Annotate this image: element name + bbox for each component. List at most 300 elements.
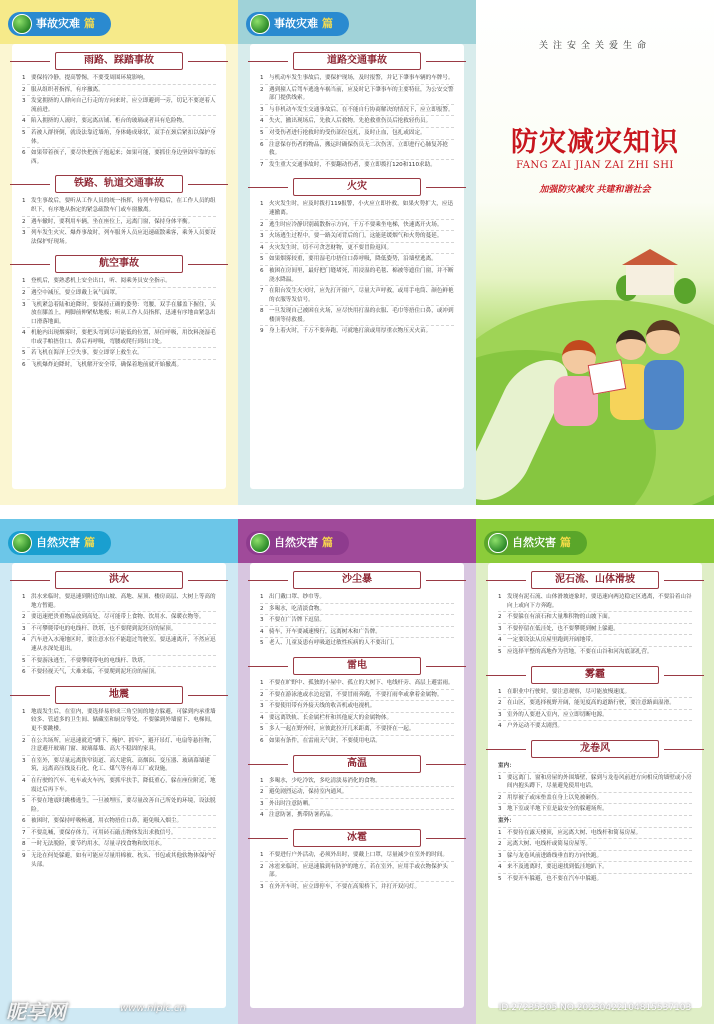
section-title: 沙尘暴	[293, 571, 421, 589]
tip-number: 2	[22, 289, 26, 296]
tip-text: 如果有条件，在雷雨天气时，不要使用电话。	[269, 737, 381, 744]
cover-title: 防灾减灾知识	[511, 127, 679, 158]
tip-text: 不要停留在低洼处，也不要攀爬到树上躲避。	[507, 625, 619, 632]
tips-list	[250, 593, 464, 649]
tip-text: 发生事故后，要听从工作人员的统一指挥，待列车停稳后，在工作人员的组织下，有序地从指定的紧急疏散车门或车窗撤离。	[31, 198, 216, 213]
tip-item	[498, 625, 692, 636]
content-card	[12, 44, 226, 489]
tip-item	[22, 197, 216, 216]
tip-number: 4	[498, 723, 502, 730]
tip-text: 遇车辙时，要利用车辆，坐在座位上，远离门窗，保持身体平衡。	[31, 218, 194, 225]
section-title: 地震	[55, 686, 183, 704]
tip-item	[22, 74, 216, 85]
tip-item	[22, 329, 216, 348]
tip-item	[260, 221, 454, 232]
tip-number: 2	[260, 691, 264, 698]
tip-text: 要远离门、窗和房屋的外围墙壁，躲到与龙卷风前进方向相反的墙壁或小房间内抱头蹲下，尽量避免使用电话。	[507, 774, 692, 790]
tips-list	[250, 200, 464, 337]
section-title: 雷电	[293, 657, 421, 675]
tip-item	[22, 117, 216, 128]
tip-text: 机舱内出现烟雾时，要把头弯到尽可能低的位置，屏住呼吸，用饮料浇湿毛巾或手帕捂住口、鼻后再呼吸，弯腰或爬行到出口处。	[31, 330, 216, 345]
tip-text: 骑车，开车要减速慢行，远离树木和广告牌。	[269, 628, 381, 635]
tip-number: 4	[498, 637, 502, 644]
tip-item	[22, 708, 216, 736]
tip-text: 飞机爆炸迫降时，飞机解开安全带，确保着地前就开始撤离。	[31, 362, 183, 369]
tip-item	[22, 668, 216, 678]
tip-text: 与非机动车发生交通事故后，在不能自行协商解决的情况下，应立即报警。	[269, 106, 454, 113]
tip-number: 1	[260, 679, 264, 686]
tip-text: 应选择平整的高地作为营地，不要在山谷和河沟底部扎营。	[507, 648, 653, 655]
tip-number: 2	[498, 700, 502, 707]
tip-text: 要远离铁轨、长金属栏杆和其他庞大的金属物体。	[269, 714, 393, 721]
tip-number: 3	[22, 757, 26, 764]
tip-number: 3	[22, 230, 26, 237]
tip-text: 不要开车躲避，也不要在汽车中躲避。	[507, 875, 603, 882]
tips-list	[488, 762, 702, 885]
tip-item	[498, 613, 692, 624]
tip-number: 2	[22, 614, 26, 621]
cover-slogan: 关注安全关爱生命	[538, 41, 651, 51]
tip-number: 8	[260, 308, 264, 315]
tip-text: 不要在广告牌下逗留。	[269, 617, 325, 624]
tip-item	[260, 851, 454, 862]
tip-text: 一旦发现自己被困在火场，应尽快用打湿的衣服、毛巾等捂住口鼻，或冲到楼顶等待救援。	[269, 308, 454, 323]
tip-item	[22, 86, 216, 97]
tip-item	[22, 229, 216, 247]
tip-text: 如果烟雾较重，要用湿毛巾捂住口鼻呼吸，降低姿势，沿墙壁逃离。	[269, 256, 437, 263]
section-title: 高温	[293, 755, 421, 773]
tip-number: 5	[260, 256, 264, 263]
tip-item	[260, 605, 454, 616]
tip-number: 3	[260, 883, 264, 890]
tip-number: 3	[498, 711, 502, 718]
tip-number: 4	[260, 812, 264, 819]
tip-text: 不要在地震时跳楼逃生，一旦被埋压，要尽量改善自己所处的环境，设法脱险。	[31, 798, 216, 813]
tip-text: 火灾发生时，切不可贪恋财物，更不要冒险返回。	[269, 244, 393, 251]
tip-item	[22, 349, 216, 360]
tip-item	[498, 593, 692, 612]
tip-text: 如果带着孩子，要尽快把孩子抱起来；如果可能，要抓住身边坚固牢靠的东西。	[31, 150, 216, 165]
tip-item	[260, 628, 454, 639]
tip-item	[260, 117, 454, 128]
tip-number: 2	[22, 86, 26, 93]
tip-text: 被困时，要保持呼吸畅通，用衣物捂住口鼻，避免吸入烟尘。	[31, 818, 183, 825]
tip-text: 不要进行户外活动，必须外出时，要戴上口罩，尽量减少在室外的时间。	[269, 851, 449, 858]
tip-text: 发觉拥挤的人群向自己行走的方向来时，应立即避到一旁，切记不要逆着人流前进。	[31, 98, 216, 113]
content-card	[250, 44, 464, 489]
tip-item	[260, 161, 454, 171]
tip-item	[260, 616, 454, 627]
tip-text: 一时无法脱险，要节约用水，尽量寻找食物和饮用水。	[31, 841, 166, 848]
tip-text: 冰雹来临时，应迅速躲到有防护的地方，若在室外，应用手或衣物保护头部。	[269, 863, 449, 879]
tip-item	[22, 757, 216, 776]
tip-number: 4	[260, 244, 264, 251]
tip-item	[22, 797, 216, 816]
section-title: 铁路、轨道交通事故	[55, 175, 183, 193]
tip-item	[260, 106, 454, 117]
tip-item	[22, 777, 216, 796]
tip-text: 无论在何处躲避，如有可能应尽量用棉被、枕头、书包或其他软物体保护好头部。	[31, 853, 216, 868]
tip-item	[22, 129, 216, 148]
tip-number: 6	[22, 150, 26, 157]
section-title: 雨路、踩踏事故	[55, 52, 183, 70]
tip-item	[260, 679, 454, 690]
tip-text: 用厚被子或床垫盖在身上以免被砸伤。	[507, 794, 603, 801]
tip-number: 6	[22, 818, 26, 825]
tree-illustration	[674, 278, 696, 304]
tip-number: 3	[260, 106, 264, 113]
tip-number: 1	[260, 851, 264, 858]
tip-item	[260, 777, 454, 788]
tip-text: 不要躲在有滚石和大量堆积物的山坡下面。	[507, 614, 614, 621]
tip-text: 在山区，要选择视野开阔，能见度高的道路行驶，要注意路面湿滑。	[507, 700, 675, 707]
tip-text: 不要轻视天气，大难来临，不要爬到泥坯房的屋顶。	[31, 669, 160, 676]
tip-number: 5	[22, 350, 26, 357]
tip-number: 4	[260, 118, 264, 125]
tip-item	[260, 74, 454, 85]
tip-text: 室内：	[498, 762, 515, 769]
panel-accident-1	[0, 0, 238, 505]
tip-number: 1	[22, 198, 26, 205]
tip-item	[260, 811, 454, 821]
tip-number: 5	[498, 875, 502, 882]
tip-number: 1	[498, 829, 502, 836]
tip-number: 6	[22, 669, 26, 676]
tip-text: 汽车进入水淹地区时，要注意水位不能超过驾驶室，要迅速离开，不然应迅速从水深处退出。	[31, 637, 216, 652]
tip-item	[260, 255, 454, 266]
tip-text: 飞机紧急着陆和迫降时，要保持正确的姿势：弯腰，双手在膝盖下握住，头放在膝盖上，两脚前伸紧贴地板；听从工作人员指挥，迅速有序地由紧急出口滑落地面。	[31, 301, 216, 325]
tip-text: 服从组织者指挥，有序撤离。	[31, 86, 104, 93]
tips-list	[12, 74, 226, 167]
tip-number: 1	[22, 75, 26, 81]
tip-text: 在公共场所，应迅速就近"蹲下、掩护、抓牢"，避开吊灯、电扇等悬挂物，注意避开玻璃门窗、玻璃幕墙、高大不稳固的家具。	[31, 737, 216, 753]
tip-text: 避免剧烈运动，保持室内通风。	[269, 789, 348, 796]
tip-item	[498, 722, 692, 732]
tip-item	[260, 714, 454, 725]
tip-number: 2	[260, 789, 264, 796]
category-badge: 自然灾害 篇	[484, 531, 587, 555]
tip-text: 要迅速把贵重物品放到高处，尽可能带上食物、饮用水、保暖衣物等。	[31, 614, 205, 621]
tip-item	[22, 737, 216, 756]
tip-number: 2	[260, 221, 264, 228]
tip-item	[22, 361, 216, 371]
tips-list	[250, 851, 464, 892]
watermark-logo: 昵享网	[6, 1000, 66, 1024]
watermark-id: ID:27235305 NO:20230422104815537103	[498, 1003, 692, 1013]
tip-item	[22, 636, 216, 655]
tip-item	[22, 840, 216, 851]
tips-list	[250, 679, 464, 747]
tip-item	[260, 307, 454, 326]
tip-number: 3	[22, 98, 26, 105]
section-title: 雾霾	[531, 666, 659, 684]
tip-text: 在职业中行驶时，要注意观察，尽可能放慢速度。	[507, 688, 631, 695]
tips-list	[250, 74, 464, 170]
tip-text: 在外开车时，应立即停车，不要在高架桥下，并打开双闪灯。	[269, 883, 421, 890]
tip-item	[260, 593, 454, 604]
tip-item	[260, 129, 454, 140]
tip-item	[260, 863, 454, 882]
tip-number: 8	[22, 841, 26, 848]
tip-text: 失火，撤出现场后，先救人后救物。先抢救重伤员后抢救轻伤员。	[269, 118, 432, 125]
tip-text: 发现有泥石流、山体滑坡迹象时，要迅速向两边稳定区逃离，不要沿着山谷向上或向下方奔跑。	[507, 594, 692, 609]
tip-text: 地震发生后，在室内，要选择易形成三角空间的地方躲避，可躲到内承重墙较多、管道多的卫生间、储藏室和厨房等处。不要躲到外墙窗下、电梯间，更不要跳楼。	[31, 708, 216, 732]
tip-number: 5	[22, 129, 26, 136]
tip-number: 2	[260, 863, 264, 870]
tips-list	[12, 593, 226, 678]
parent-figure	[646, 320, 680, 354]
tip-number: 4	[22, 330, 26, 337]
section-title: 冰雹	[293, 829, 421, 847]
tip-item	[260, 141, 454, 160]
tips-list	[12, 708, 226, 871]
tip-item	[498, 805, 692, 816]
tip-text: 在室外，要尽量远离狭窄街道、高大建筑、高烟囱、变压器、玻璃幕墙建筑，远离高压线及石化、化工、煤气等有毒工厂或设施。	[31, 757, 211, 773]
tip-number: 1	[260, 777, 264, 784]
tip-number: 9	[260, 328, 264, 335]
tip-text: 远离大树、电线杆或简易房屋等。	[507, 841, 591, 848]
tip-text: 对受伤者进行抢救时的受伤部位包扎，及时止血，包扎或固定。	[269, 129, 426, 136]
category-badge: 事故灾难 篇	[8, 12, 111, 36]
tip-item	[260, 244, 454, 255]
tip-text: 与机动车发生事故后，要保护现场，及时报警，并记下肇事车辆的车牌号。	[269, 75, 454, 81]
tip-text: 逃生时应冷静识别疏散指示方向，千万不要乘坐电梯，快速离开火场。	[269, 221, 443, 228]
tip-number: 1	[260, 201, 264, 208]
tip-number: 2	[498, 841, 502, 848]
tip-number: 3	[260, 233, 264, 240]
tip-number: 6	[260, 267, 264, 274]
tip-item	[498, 840, 692, 851]
tip-number: 9	[22, 853, 26, 860]
tip-item	[260, 883, 454, 893]
tip-number: 3	[498, 625, 502, 632]
tip-number: 2	[22, 218, 26, 225]
tip-item	[260, 287, 454, 306]
tip-item	[498, 648, 692, 658]
tip-number: 4	[498, 864, 502, 871]
tip-number: 5	[498, 648, 502, 655]
tip-text: 多喝水，少吃冷饮，多吃清淡易消化的食物。	[269, 777, 381, 784]
tip-number: 5	[260, 129, 264, 136]
tip-number: 3	[260, 617, 264, 624]
tip-text: 一定要设法从房屋里跑到开阔地带。	[507, 637, 597, 644]
tip-number: 3	[22, 301, 26, 308]
tip-item	[498, 711, 692, 722]
tip-item	[498, 829, 692, 840]
child-figure	[616, 330, 646, 360]
section-title: 泥石流、山体滑坡	[531, 571, 659, 589]
tip-item	[260, 267, 454, 286]
content-card	[488, 563, 702, 1008]
tip-text: 多喝水，吃清淡食物。	[269, 605, 325, 612]
tip-item	[260, 86, 454, 105]
category-badge: 自然灾害 篇	[8, 531, 111, 555]
tip-text: 火灾发生时，应及时拨打119报警，小火应立即扑救，如果火势扩大，应迅速撤离。	[269, 201, 454, 216]
tip-text: 洪水来临时，要迅速到附近的山坡、高地、屋顶、楼房高层、大树上等高的地方暂避。	[31, 594, 216, 609]
tip-text: 注意防暑，携带防暑药品。	[269, 812, 337, 819]
tip-text: 室外的人要进入室内，应立即切断电源。	[507, 711, 608, 718]
tip-item	[498, 863, 692, 874]
tip-number: 5	[260, 726, 264, 733]
globe-icon	[488, 533, 508, 553]
section-title: 航空事故	[55, 255, 183, 273]
tip-text: 室外：	[498, 817, 515, 824]
tip-text: 身上着火时，千万不要奔跑，可就地打滚或用厚重衣物压灭火苗。	[269, 328, 432, 335]
tip-number: 4	[22, 637, 26, 644]
tip-item	[260, 725, 454, 736]
tip-number: 1	[22, 278, 26, 285]
drawing-paper	[588, 359, 627, 394]
tip-item	[498, 794, 692, 805]
tip-number: 6	[260, 737, 264, 744]
tip-number: 1	[22, 594, 26, 600]
tip-item	[260, 702, 454, 713]
tip-text: 不可攀爬带电的电线杆、铁塔，也不要爬到泥坯房的屋顶。	[31, 625, 177, 632]
tip-number: 1	[260, 594, 264, 600]
parent-body	[644, 360, 684, 430]
tip-item	[22, 829, 216, 840]
tip-text: 发生重大交通事故时，不要翻动伤者，要立即拨打120和110求助。	[269, 161, 436, 168]
tip-number: 2	[22, 737, 26, 744]
tip-number: 4	[260, 628, 264, 635]
tip-number: 1	[22, 708, 26, 715]
tips-list	[12, 197, 226, 247]
tips-list	[12, 277, 226, 370]
tip-text: 地下室或半地下室是最安全的躲避场所。	[507, 806, 608, 813]
tip-item	[260, 737, 454, 747]
globe-icon	[250, 14, 270, 34]
tip-item	[260, 327, 454, 337]
tip-number: 3	[260, 703, 264, 710]
tip-text: 老人、儿童及患有呼吸道过敏性疾病的人不要出门。	[269, 640, 398, 647]
tip-text: 注意保存伤者的物品，搬运时确保伤员无二次伤害，立即进行心肺复苏抢救。	[269, 141, 449, 157]
tip-text: 火场逃生过程中，要一路关闭背后的门，这能延缓烟气和火势的蔓延。	[269, 233, 443, 240]
section-title: 龙卷风	[531, 740, 659, 758]
tip-item	[22, 593, 216, 612]
panel-accident-2	[238, 0, 476, 505]
tip-item	[22, 657, 216, 668]
tip-item	[498, 817, 692, 828]
section-title: 道路交通事故	[293, 52, 421, 70]
watermark-url: www.nipic.cn	[120, 1003, 186, 1014]
tip-text: 若被人群挤倒，就设法靠近墙角，身体蜷成球状，双手在颈后紧扣以保护身体。	[31, 129, 216, 145]
tip-number: 1	[498, 594, 502, 600]
tip-text: 遇到撞人后驾车逃逸车祸当前，应及时记下肇事车的主要特征，为公安交警部门提供线索。	[269, 86, 454, 102]
tip-number: 1	[498, 774, 502, 781]
tip-number: 5	[22, 657, 26, 664]
tip-item	[260, 232, 454, 243]
tip-number: 7	[22, 829, 26, 836]
panel-natural-3	[476, 519, 714, 1024]
tip-number: 2	[498, 614, 502, 621]
tip-number: 1	[260, 75, 264, 81]
globe-icon	[12, 14, 32, 34]
tip-text: 不要乱喊，要保存体力，可用砖石敲击物体发出求救信号。	[31, 829, 177, 836]
tip-item	[498, 762, 692, 773]
tip-text: 不要在旷野中、孤独的小屋中、孤立的大树下、电线杆旁、高层上避雷雨。	[269, 679, 454, 686]
tip-item	[22, 149, 216, 167]
tip-item	[260, 788, 454, 799]
tip-number: 5	[260, 640, 264, 647]
cover-pinyin: FANG ZAI JIAN ZAI ZHI SHI	[516, 160, 674, 171]
tip-text: 被困在房间里，最好把门缝堵死，用浸湿的毛毯、棉被等遮住门窗，并不断浇水降温。	[269, 267, 454, 283]
tip-item	[22, 625, 216, 636]
tip-item	[22, 852, 216, 870]
tip-item	[260, 800, 454, 811]
tip-text: 躲与龙卷风前进路线垂直的方向快跑。	[507, 852, 603, 859]
tip-number: 4	[22, 777, 26, 784]
tip-number: 4	[22, 118, 26, 125]
tips-list	[250, 777, 464, 821]
tip-item	[260, 691, 454, 702]
tip-text: 登机后，要熟悉机上安全出口，听、阅乘务员安全指示。	[31, 278, 171, 285]
panel-natural-1	[0, 519, 238, 1024]
category-badge: 自然灾害 篇	[246, 531, 349, 555]
tip-item	[22, 817, 216, 828]
tip-number: 7	[260, 161, 264, 168]
tip-text: 户外运动不要太剧烈。	[507, 723, 563, 730]
tip-number: 3	[22, 625, 26, 632]
tip-item	[498, 636, 692, 647]
section-title: 洪水	[55, 571, 183, 589]
tip-number: 4	[260, 714, 264, 721]
tip-text: 遇空中减压，要立即戴上氧气面罩。	[31, 289, 121, 296]
tip-item	[22, 613, 216, 624]
family-illustration	[546, 320, 686, 440]
tip-item	[260, 639, 454, 649]
cover-subtitle: 加强防灾减灾 共建和谐社会	[539, 185, 651, 195]
tip-text: 陷入拥挤的人流时，要远离店铺、柜台的玻璃或者具有危险物。	[31, 118, 188, 125]
tip-item	[22, 289, 216, 300]
tip-number: 3	[260, 800, 264, 807]
tip-text: 来不及逃离时，要迅速找到低洼地趴下。	[507, 864, 608, 871]
tip-number: 3	[498, 852, 502, 859]
house-illustration	[626, 265, 674, 295]
content-card	[250, 563, 464, 1008]
panel-natural-2	[238, 519, 476, 1024]
tip-item	[498, 774, 692, 793]
globe-icon	[12, 533, 32, 553]
tip-text: 出门戴口罩、纱巾等。	[269, 594, 325, 600]
tip-text: 在行驶的汽车、电车或火车内，要抓牢扶手，降低重心，躲在座位附近，地震过后再下车。	[31, 777, 216, 793]
globe-icon	[250, 533, 270, 553]
tip-text: 若飞机在海洋上空失事，要立即穿上救生衣。	[31, 350, 143, 357]
tips-list	[488, 593, 702, 658]
tips-list	[488, 688, 702, 732]
tip-number: 7	[260, 288, 264, 295]
cover-panel	[476, 0, 714, 505]
tip-item	[498, 852, 692, 863]
tip-item	[22, 301, 216, 329]
tip-number: 2	[260, 86, 264, 93]
tip-number: 1	[498, 688, 502, 695]
tip-item	[498, 688, 692, 699]
tip-number: 2	[260, 605, 264, 612]
tip-text: 不要游泳逃生，不要攀爬带电的电线杆、铁塔。	[31, 657, 149, 664]
tip-item	[498, 699, 692, 710]
tip-number: 6	[260, 141, 264, 148]
tip-item	[22, 277, 216, 288]
tip-number: 6	[22, 362, 26, 369]
tip-text: 不要使用带有外接天线的收音机或电视机。	[269, 703, 376, 710]
tip-number: 2	[498, 794, 502, 801]
tip-item	[260, 200, 454, 219]
tip-text: 不要待在露天楼顶，应远离大树、电线杆和简易房屋。	[507, 829, 642, 836]
tip-item	[498, 875, 692, 885]
tip-text: 要保持冷静，提高警惕，不要受周围环境影响。	[31, 75, 149, 81]
tip-number: 5	[22, 798, 26, 805]
tip-number: 3	[498, 806, 502, 813]
